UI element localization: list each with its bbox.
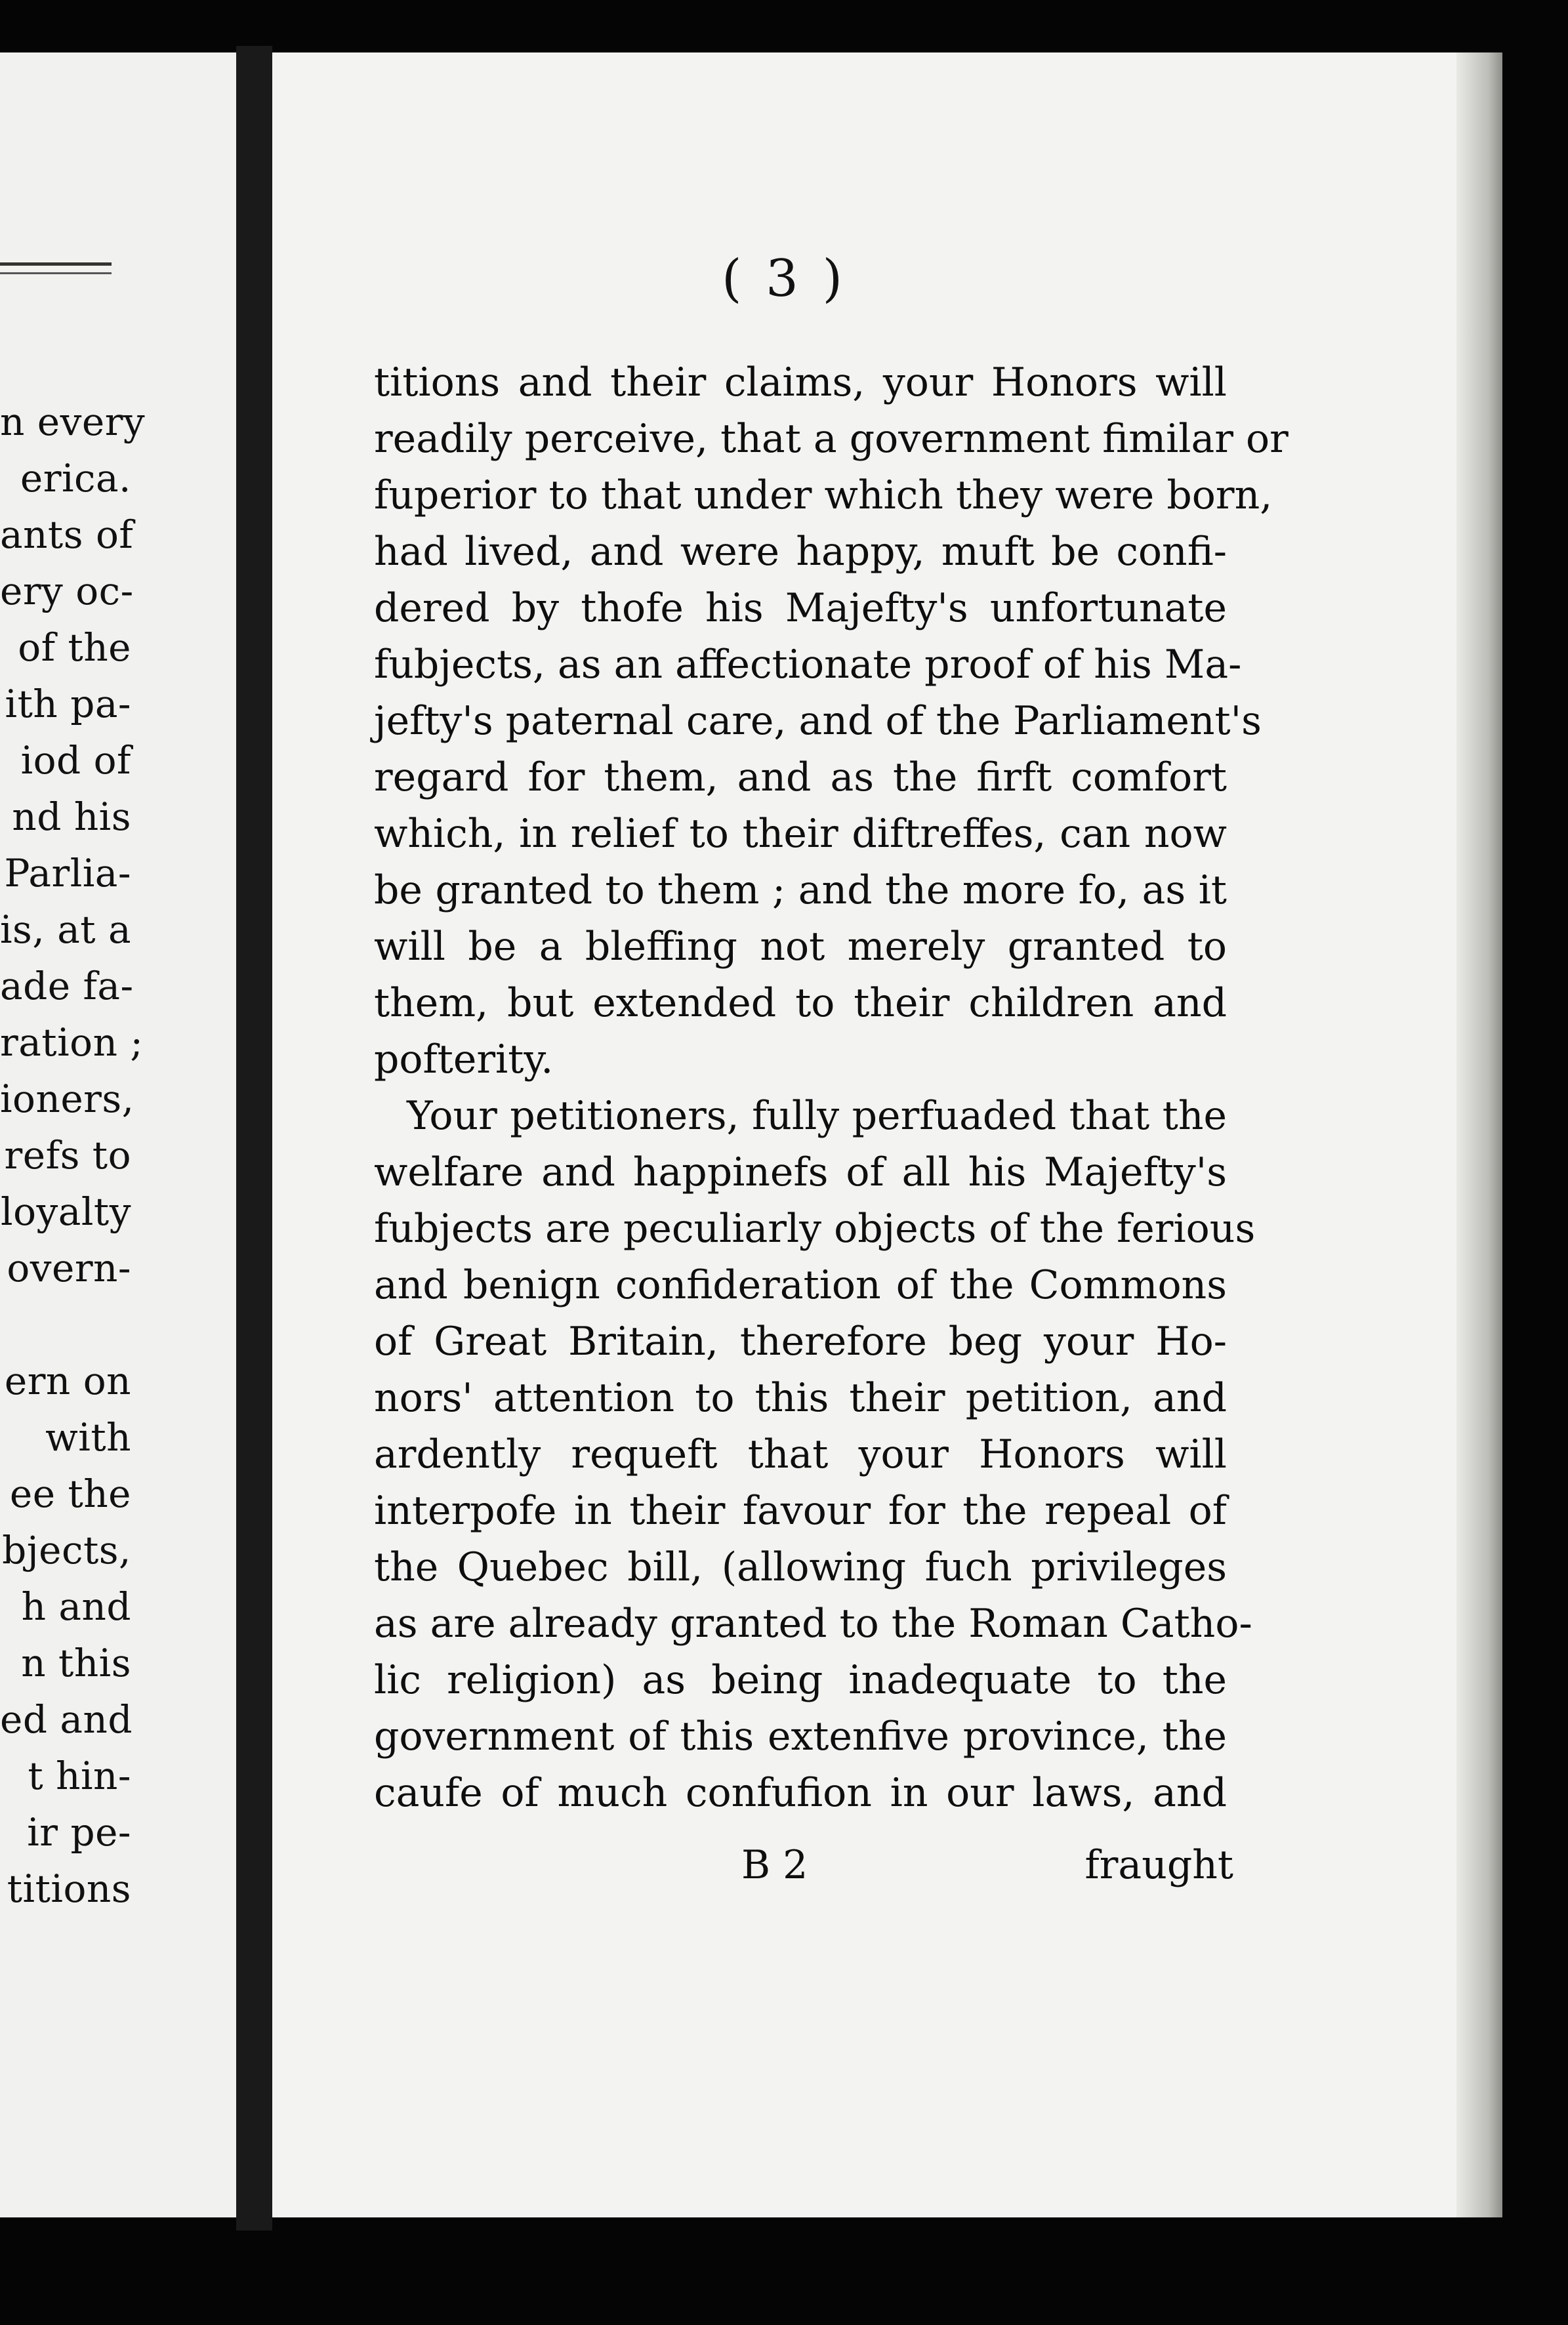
left-line: ants of [0,512,134,557]
text-line: titions and their claims, your Honors will [374,360,1227,405]
text-line: caufe of much confufion in our laws, and [374,1770,1227,1816]
text-line: fuperior to that under which they were born, [374,472,1273,518]
left-line: ioners, [0,1077,134,1121]
left-line: nd his [12,794,131,839]
text-line: welfare and happinefs of all his Majefty's [374,1149,1227,1195]
left-page-rule [0,262,112,274]
left-line: refs to [4,1133,131,1178]
signature-mark: B 2 [741,1842,808,1888]
text-line: readily perceive, that a government fimilar or [374,416,1289,462]
left-line: titions [7,1866,131,1911]
left-line: ee the [9,1471,131,1516]
left-line: t hin- [28,1754,131,1798]
left-line: ery oc- [0,569,134,613]
right-page [272,52,1502,2217]
left-line: h and [21,1584,131,1629]
left-line: iod of [20,738,131,783]
left-line: of the [18,625,131,670]
text-line: interpofe in their favour for the repeal of [374,1488,1227,1534]
text-line: regard for them, and as the firft comfort [374,754,1227,800]
left-line: n every [0,400,146,444]
text-line: pofterity. [374,1037,554,1082]
text-line: jefty's paternal care, and of the Parliament's [374,698,1262,744]
left-line: overn- [7,1246,131,1290]
left-line: erica. [20,456,131,501]
left-line: ed and [0,1697,133,1742]
left-line: ith pa- [5,682,131,726]
left-line: with [45,1415,131,1460]
text-line: government of this extenfive province, the [374,1714,1227,1759]
text-line: dered by thofe his Majefty's unfortunate [374,585,1227,631]
left-line [0,1296,131,1353]
text-line: Your petitioners, fully perfuaded that the [407,1093,1227,1139]
left-line: loyalty [1,1189,131,1234]
left-line: bjects, [2,1528,131,1573]
text-line: of Great Britain, therefore beg your Ho- [374,1319,1227,1365]
book-gutter [236,46,272,2231]
page-edge-shadow [1456,52,1502,2217]
text-line: will be a bleffing not merely granted to [374,924,1227,970]
text-line: ardently requeft that your Honors will [374,1431,1227,1477]
text-line: them, but extended to their children and [374,980,1227,1026]
left-line: ir pe- [27,1810,131,1855]
text-line: which, in relief to their diftreffes, can now [374,811,1227,857]
text-line: lic religion) as being inadequate to the [374,1657,1227,1703]
text-line: as are already granted to the Roman Catho- [374,1601,1252,1647]
left-line: Parlia- [4,851,131,895]
text-line: nors' attention to this their petition, and [374,1375,1227,1421]
text-line: had lived, and were happy, muft be confi- [374,529,1227,575]
page-footer [374,1837,1233,1893]
text-line: fubjects are peculiarly objects of the ferious [374,1206,1256,1252]
text-line: fubjects, as an affectionate proof of his Ma- [374,642,1242,688]
catchword: fraught [1084,1842,1233,1888]
text-line: be granted to them ; and the more fo, as it [374,867,1227,913]
left-line: ration ; [0,1020,144,1065]
left-line: n this [21,1641,131,1685]
page-body-text [374,354,1289,1821]
left-line: ern on [4,1359,131,1403]
left-line: ade fa- [0,964,134,1008]
text-line: the Quebec bill, (allowing fuch privileges [374,1544,1227,1590]
text-line: and benign confideration of the Commons [374,1262,1227,1308]
left-line: is, at a [0,907,132,952]
page-number: ( 3 ) [721,249,847,308]
left-page-text [0,394,146,1917]
left-page-fragment [0,52,236,2217]
